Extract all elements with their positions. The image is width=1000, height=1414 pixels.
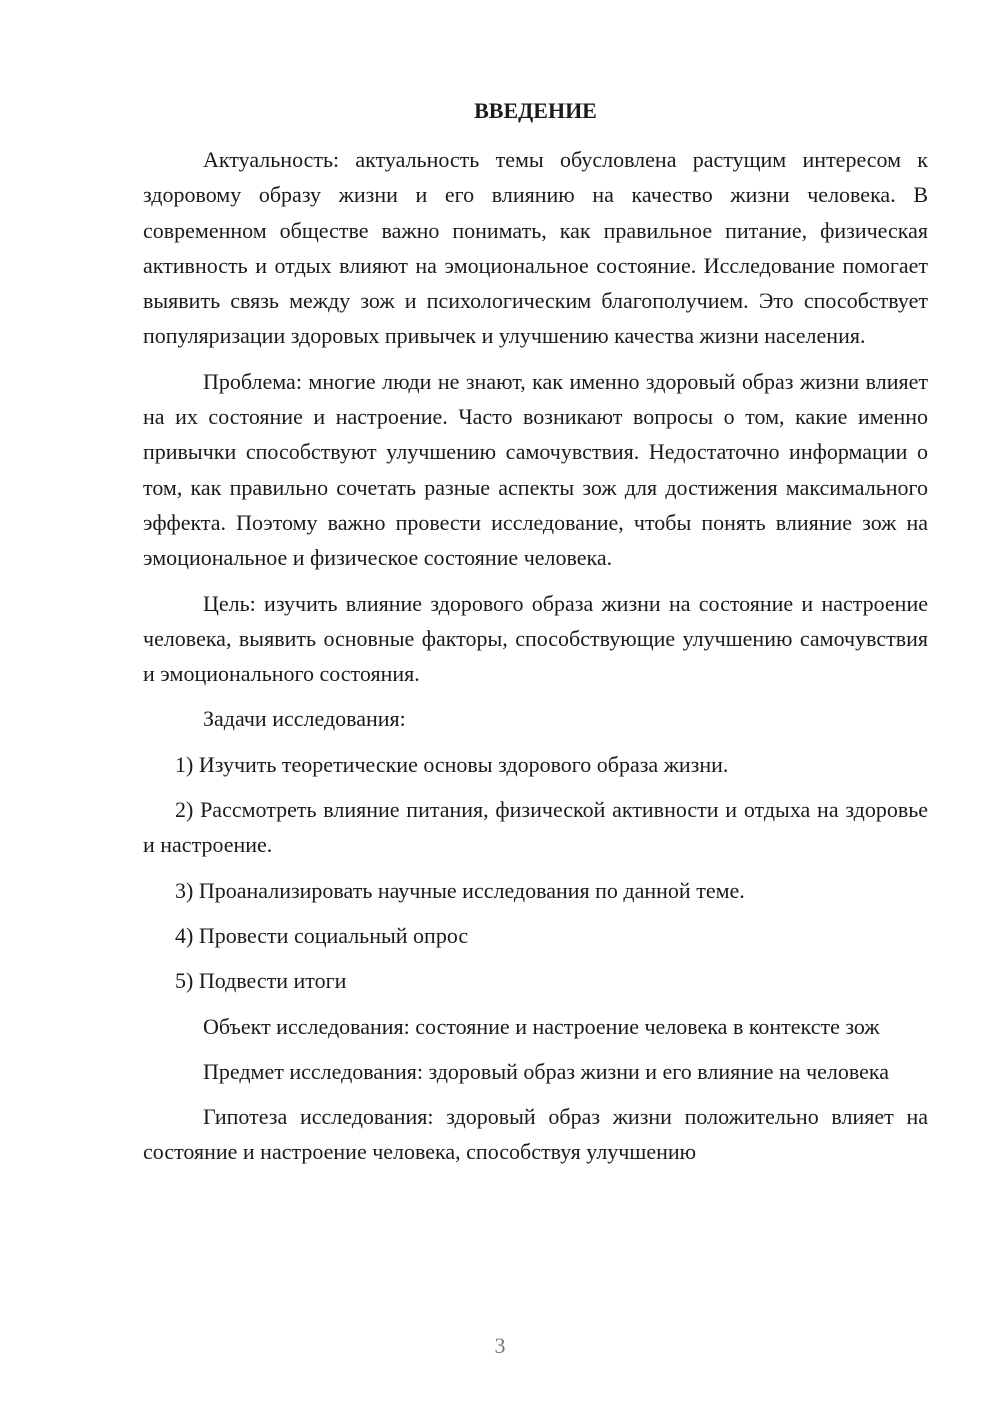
task-item: 1) Изучить теоретические основы здорового образа жизни. [175,751,729,777]
document-body [143,142,928,1180]
paragraph-relevance: Актуальность: актуальность темы обусловлена растущим интересом к здоровому образу жизни и его влиянию на качество жизни человека. В современном обществе важно понимать, как правильное питание, физическая активность и отдых влияют на эмоциональное состояние. Исследование помогает выявить связь между зож и психологическим благополучием. Это способствует популяризации здоровых привычек и улучшению качества жизни населения. [143,147,928,349]
task-item: 3) Проанализировать научные исследования по данной теме. [175,877,745,903]
paragraph-object: Объект исследования: состояние и настроение человека в контексте зож [203,1013,880,1039]
paragraph-goal: Цель: изучить влияние здорового образа жизни на состояние и настроение человека, выявить основные факторы, способствующие улучшению самочувствия и эмоционального состояния. [143,590,928,687]
paragraph-problem: Проблема: многие люди не знают, как именно здоровый образ жизни влияет на их состояние и настроение. Часто возникают вопросы о том, какие именно привычки способствуют улучшению самочувствия. Недостаточно информации о том, как правильно сочетать разные аспекты зож для достижения максимального эффекта. Поэтому важно провести исследование, чтобы понять влияние зож на эмоциональное и физическое состояние человека. [143,368,928,571]
task-item: 5) Подвести итоги [175,968,347,994]
section-heading: ВВЕДЕНИЕ [474,98,597,123]
task-item: 4) Провести социальный опрос [175,922,469,948]
paragraph-subject: Предмет исследования: здоровый образ жизни и его влияние на человека [203,1058,890,1084]
page-number: 3 [494,1333,506,1358]
tasks-title: Задачи исследования: [203,706,406,732]
task-item: 2) Рассмотреть влияние питания, физической активности и отдыха на здоровье и настроение. [143,797,928,858]
paragraph-hypothesis: Гипотеза исследования: здоровый образ жизни положительно влияет на состояние и настроение человека, способствуя улучшению [143,1104,928,1165]
